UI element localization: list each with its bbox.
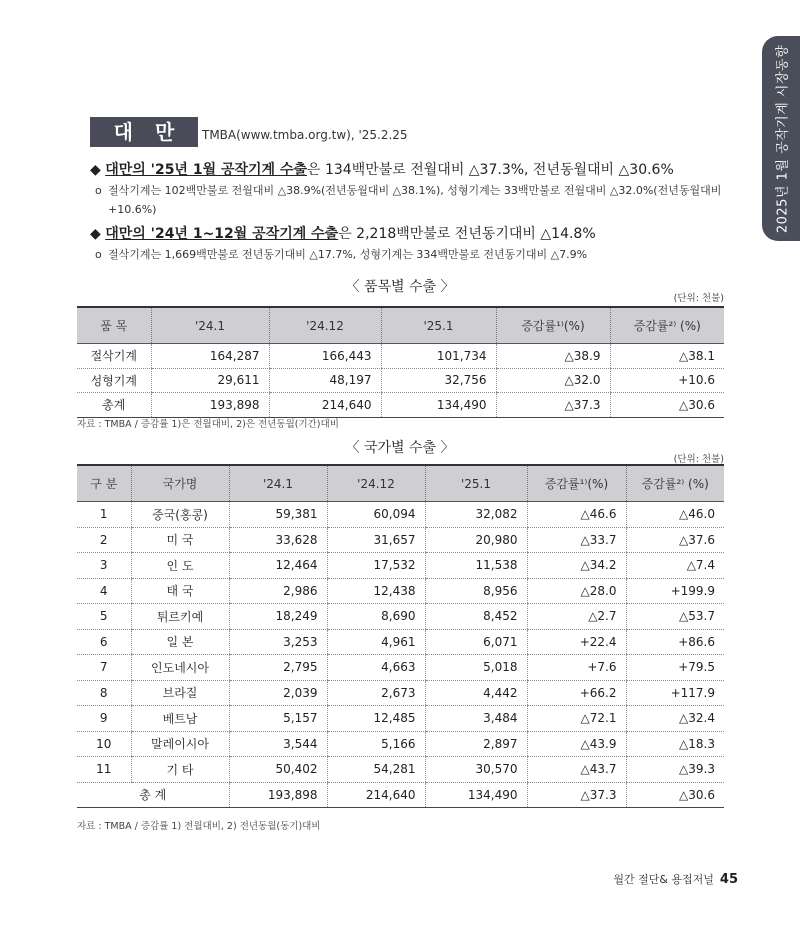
- col-header: '25.1: [425, 465, 527, 502]
- table-cell: △30.6: [610, 393, 724, 418]
- table-cell: 8,452: [425, 604, 527, 630]
- table-row: [77, 344, 724, 369]
- table-cell: 10: [77, 731, 131, 757]
- table-cell: △53.7: [626, 604, 724, 630]
- table-cell: +79.5: [626, 655, 724, 681]
- table-cell: 5: [77, 604, 131, 630]
- table-row: [77, 368, 724, 393]
- table-cell: △37.3: [496, 393, 610, 418]
- table-cell: 2,039: [229, 680, 327, 706]
- country-export-title: 〈 국가별 수출 〉: [345, 440, 455, 456]
- table-cell: 3,253: [229, 629, 327, 655]
- table-cell: △18.3: [626, 731, 724, 757]
- page-footer: [613, 871, 738, 887]
- table-cell: +22.4: [527, 629, 626, 655]
- table-row: [77, 393, 724, 418]
- item-export-unit: (단위: 천불): [673, 293, 724, 304]
- table-cell: 60,094: [327, 502, 425, 528]
- source-citation: TMBA(www.tmba.org.tw), '25.2.25: [202, 128, 408, 142]
- table-cell: △2.7: [527, 604, 626, 630]
- table-total-row: [77, 782, 724, 808]
- table-cell: 20,980: [425, 527, 527, 553]
- table-cell: 33,628: [229, 527, 327, 553]
- item-export-title: 〈 품목별 수출 〉: [345, 279, 455, 295]
- table-cell: 2,986: [229, 578, 327, 604]
- table-cell: +66.2: [527, 680, 626, 706]
- diamond-bullet-icon: ◆: [90, 226, 106, 242]
- table-cell: 총계: [77, 393, 151, 418]
- table-cell: 2,795: [229, 655, 327, 681]
- table-row: [77, 680, 724, 706]
- table-cell: 태 국: [131, 578, 229, 604]
- table-row: [77, 731, 724, 757]
- table-row: [77, 527, 724, 553]
- table-row: [77, 757, 724, 783]
- table-cell: 8,956: [425, 578, 527, 604]
- table-cell: 5,166: [327, 731, 425, 757]
- table-cell: 166,443: [269, 344, 381, 369]
- table-row: [77, 655, 724, 681]
- table-cell: 12,485: [327, 706, 425, 732]
- circle-bullet-icon: o: [95, 248, 102, 261]
- country-export-table: [77, 464, 724, 808]
- table-cell: △32.4: [626, 706, 724, 732]
- magazine-name: 월간 절단& 용접저널: [613, 873, 714, 886]
- table-cell: 1: [77, 502, 131, 528]
- table-header-row: [77, 465, 724, 502]
- table-cell: △34.2: [527, 553, 626, 579]
- col-header: '24.12: [327, 465, 425, 502]
- table-header-row: [77, 307, 724, 344]
- table-cell: △46.0: [626, 502, 724, 528]
- table-cell: △28.0: [527, 578, 626, 604]
- table-cell: 중국(홍콩): [131, 502, 229, 528]
- table-cell: 11,538: [425, 553, 527, 579]
- table-cell: 18,249: [229, 604, 327, 630]
- circle-bullet-icon: o: [95, 184, 102, 197]
- table-cell: +86.6: [626, 629, 724, 655]
- table-cell: 4,961: [327, 629, 425, 655]
- table-cell: 193,898: [151, 393, 269, 418]
- table-cell: 32,756: [381, 368, 496, 393]
- table-cell: 총 계: [77, 782, 229, 808]
- item-export-table: [77, 306, 724, 418]
- table-cell: 절삭기계: [77, 344, 151, 369]
- col-header: '24.1: [229, 465, 327, 502]
- col-header: 구 분: [77, 465, 131, 502]
- table-cell: 5,018: [425, 655, 527, 681]
- table-row: [77, 706, 724, 732]
- table-cell: △7.4: [626, 553, 724, 579]
- summary-bullet-1: ◆ 대만의 '25년 1월 공작기계 수출은 134백만불로 전월대비 △37.3%, 전년동월대비 △30.6%: [90, 162, 674, 178]
- diamond-bullet-icon: ◆: [90, 162, 106, 178]
- table-cell: 4,442: [425, 680, 527, 706]
- table-cell: +199.9: [626, 578, 724, 604]
- table-cell: 4: [77, 578, 131, 604]
- table-cell: 브라질: [131, 680, 229, 706]
- table-cell: 말레이시아: [131, 731, 229, 757]
- table-cell: 일 본: [131, 629, 229, 655]
- summary-bullet-2: ◆ 대만의 '24년 1~12월 공작기계 수출은 2,218백만불로 전년동기대비 △14.8%: [90, 226, 596, 242]
- table-cell: 8,690: [327, 604, 425, 630]
- col-header: 증감률²⁾ (%): [626, 465, 724, 502]
- table-cell: 2,897: [425, 731, 527, 757]
- table-row: [77, 629, 724, 655]
- table-cell: +10.6: [610, 368, 724, 393]
- table-cell: 6: [77, 629, 131, 655]
- table-cell: △43.9: [527, 731, 626, 757]
- table-cell: 2: [77, 527, 131, 553]
- table-cell: 30,570: [425, 757, 527, 783]
- table-cell: +117.9: [626, 680, 724, 706]
- table-cell: 8: [77, 680, 131, 706]
- table-cell: 기 타: [131, 757, 229, 783]
- table-row: [77, 604, 724, 630]
- table-cell: 베트남: [131, 706, 229, 732]
- table-cell: △30.6: [626, 782, 724, 808]
- table-row: [77, 578, 724, 604]
- table-cell: 인 도: [131, 553, 229, 579]
- table-cell: 11: [77, 757, 131, 783]
- table-cell: 4,663: [327, 655, 425, 681]
- table-cell: △39.3: [626, 757, 724, 783]
- table-cell: 32,082: [425, 502, 527, 528]
- table-cell: 101,734: [381, 344, 496, 369]
- table-cell: △38.1: [610, 344, 724, 369]
- col-header: '24.1: [151, 307, 269, 344]
- col-header: '25.1: [381, 307, 496, 344]
- table-cell: 214,640: [269, 393, 381, 418]
- col-header: 증감률²⁾ (%): [610, 307, 724, 344]
- table-row: [77, 553, 724, 579]
- table-cell: 튀르키예: [131, 604, 229, 630]
- page-number: 45: [719, 872, 738, 887]
- table-cell: 인도네시아: [131, 655, 229, 681]
- table-cell: △43.7: [527, 757, 626, 783]
- table-cell: 17,532: [327, 553, 425, 579]
- col-header: 증감률¹⁾(%): [527, 465, 626, 502]
- table-cell: 6,071: [425, 629, 527, 655]
- chapter-label: 2025년 1월 공작기계 시장동향: [775, 44, 791, 233]
- table-cell: △32.0: [496, 368, 610, 393]
- table-cell: △37.3: [527, 782, 626, 808]
- table-cell: 134,490: [381, 393, 496, 418]
- table-cell: △37.6: [626, 527, 724, 553]
- table-cell: 5,157: [229, 706, 327, 732]
- table-cell: 29,611: [151, 368, 269, 393]
- table-cell: 12,464: [229, 553, 327, 579]
- summary-sub-bullet-2: o 절삭기계는 1,669백만불로 전년동기대비 △17.7%, 성형기계는 334백만불로 전년동기대비 △7.9%: [108, 245, 728, 264]
- col-header: 증감률¹⁾(%): [496, 307, 610, 344]
- table-cell: 134,490: [425, 782, 527, 808]
- table-cell: 성형기계: [77, 368, 151, 393]
- chapter-side-tab: [762, 36, 800, 241]
- table-cell: 59,381: [229, 502, 327, 528]
- country-badge: 대만: [90, 117, 198, 147]
- table-cell: 2,673: [327, 680, 425, 706]
- table-cell: △72.1: [527, 706, 626, 732]
- table-cell: 164,287: [151, 344, 269, 369]
- country-export-note: 자료 : TMBA / 증감률 1) 전월대비, 2) 전년동월(동기)대비: [77, 821, 321, 832]
- summary-sub-bullet-1: o 절삭기계는 102백만불로 전월대비 △38.9%(전년동월대비 △38.1%), 성형기계는 33백만불로 전월대비 △32.0%(전년동월대비 +10.6%): [108, 181, 728, 219]
- table-cell: 9: [77, 706, 131, 732]
- item-export-note: 자료 : TMBA / 증감률 1)은 전월대비, 2)은 전년동월(기간)대비: [77, 419, 339, 430]
- table-cell: 7: [77, 655, 131, 681]
- table-cell: △33.7: [527, 527, 626, 553]
- table-cell: 3,484: [425, 706, 527, 732]
- table-cell: 3,544: [229, 731, 327, 757]
- col-header: '24.12: [269, 307, 381, 344]
- table-cell: 31,657: [327, 527, 425, 553]
- table-cell: △38.9: [496, 344, 610, 369]
- table-cell: △46.6: [527, 502, 626, 528]
- country-export-unit: (단위: 천불): [673, 454, 724, 465]
- table-cell: +7.6: [527, 655, 626, 681]
- table-cell: 미 국: [131, 527, 229, 553]
- table-row: [77, 502, 724, 528]
- table-cell: 54,281: [327, 757, 425, 783]
- col-header: 품 목: [77, 307, 151, 344]
- table-cell: 3: [77, 553, 131, 579]
- table-cell: 50,402: [229, 757, 327, 783]
- col-header: 국가명: [131, 465, 229, 502]
- table-cell: 48,197: [269, 368, 381, 393]
- table-cell: 193,898: [229, 782, 327, 808]
- table-cell: 214,640: [327, 782, 425, 808]
- table-cell: 12,438: [327, 578, 425, 604]
